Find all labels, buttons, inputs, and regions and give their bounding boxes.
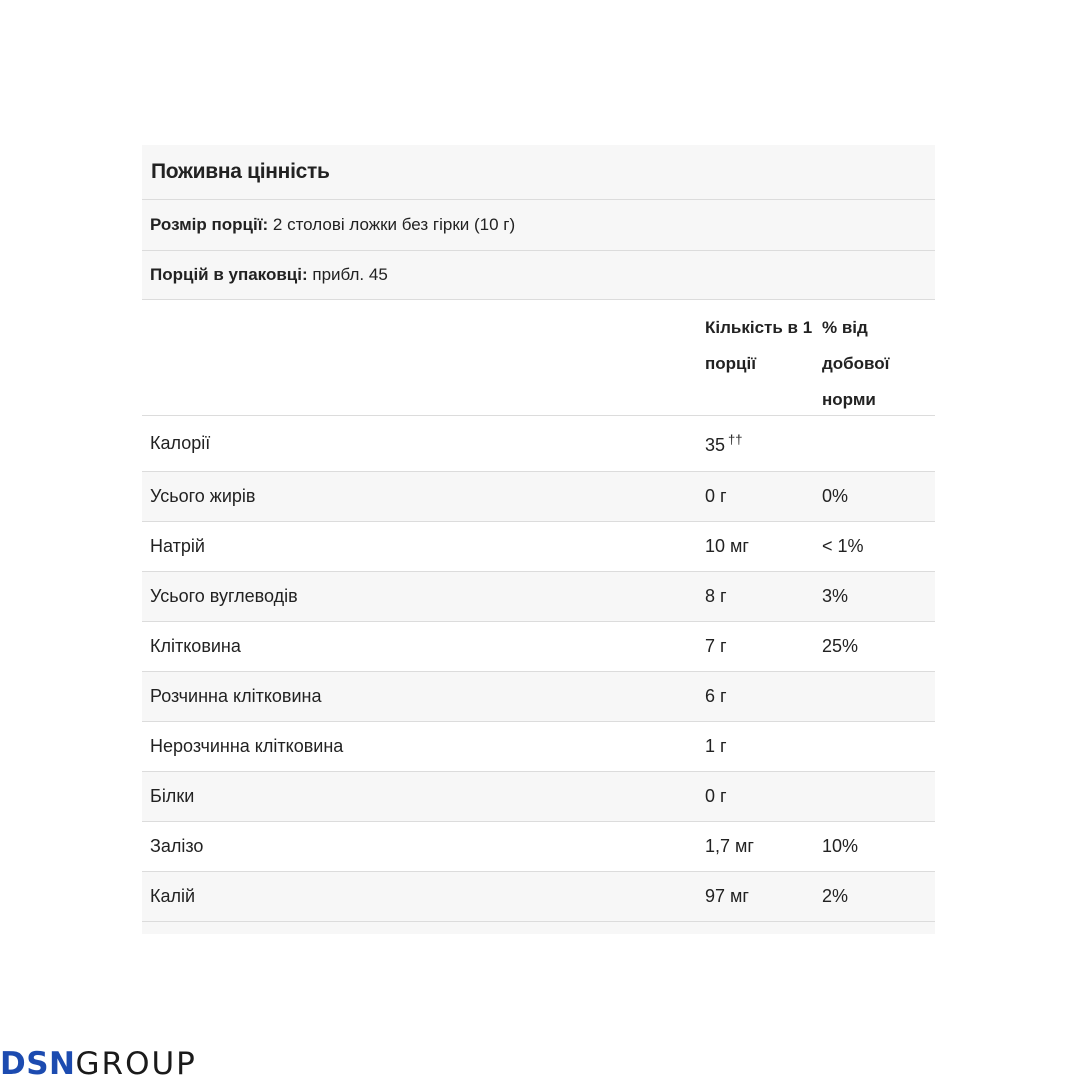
nutrient-row bbox=[142, 872, 935, 922]
nutrient-daily-value: 3% bbox=[822, 586, 849, 606]
nutrient-amount-cell bbox=[697, 586, 815, 607]
nutrient-amount-cell bbox=[697, 636, 815, 657]
footnote-mark: †† bbox=[728, 431, 743, 447]
nutrient-amount: 6 г bbox=[705, 686, 727, 706]
nutrient-amount: 8 г bbox=[705, 586, 727, 606]
nutrient-name: Калорії bbox=[150, 433, 211, 453]
nutrient-amount: 0 г bbox=[705, 486, 727, 506]
nutrient-row bbox=[142, 522, 935, 572]
nutrient-amount: 7 г bbox=[705, 636, 727, 656]
nutrient-name: Натрій bbox=[150, 536, 205, 556]
nutrient-row bbox=[142, 472, 935, 522]
nutrient-name: Калій bbox=[150, 886, 196, 906]
nutrient-amount: 97 мг bbox=[705, 886, 749, 906]
nutrient-daily-value: 10% bbox=[822, 836, 859, 856]
nutrient-amount: 1,7 мг bbox=[705, 836, 754, 856]
nutrient-name: Усього жирів bbox=[150, 486, 256, 506]
nutrient-name: Клітковина bbox=[150, 636, 241, 656]
nutrient-daily-value: 2% bbox=[822, 886, 849, 906]
serving-size-row bbox=[142, 200, 935, 251]
servings-value: прибл. 45 bbox=[312, 265, 388, 284]
nutrition-title-row bbox=[142, 145, 935, 200]
nutrient-amount-cell bbox=[697, 736, 815, 757]
servings-per-container-row bbox=[142, 251, 935, 300]
nutrient-daily-value: 0% bbox=[822, 486, 849, 506]
nutrient-row bbox=[142, 722, 935, 772]
nutrient-amount-cell bbox=[697, 886, 815, 907]
dsn-group-logo bbox=[0, 1048, 197, 1080]
table-header-row bbox=[142, 300, 935, 416]
nutrient-rows bbox=[142, 416, 935, 922]
serving-size-value: 2 столові ложки без гірки (10 г) bbox=[272, 215, 516, 234]
nutrient-amount: 35 bbox=[705, 434, 726, 455]
nutrient-row bbox=[142, 622, 935, 672]
nutrient-row bbox=[142, 672, 935, 722]
nutrient-name: Білки bbox=[150, 786, 195, 806]
nutrient-daily-value: 25% bbox=[822, 636, 859, 656]
nutrient-name: Розчинна клітковина bbox=[150, 686, 322, 706]
nutrient-amount: 0 г bbox=[705, 786, 727, 806]
servings-label: Порцій в упаковці: bbox=[150, 265, 308, 284]
nutrient-row bbox=[142, 772, 935, 822]
nutrient-name: Залізо bbox=[150, 836, 204, 856]
nutrient-amount-cell bbox=[697, 836, 815, 857]
nutrient-amount-cell bbox=[697, 686, 815, 707]
nutrient-amount-cell bbox=[697, 786, 815, 807]
nutrient-amount-cell bbox=[697, 432, 815, 456]
nutrient-amount: 10 мг bbox=[705, 536, 749, 556]
nutrient-amount-cell bbox=[697, 486, 815, 507]
serving-size-label: Розмір порції: bbox=[150, 215, 269, 234]
nutrient-name: Нерозчинна клітковина bbox=[150, 736, 344, 756]
logo-group: GROUP bbox=[75, 1046, 197, 1082]
table-footer bbox=[142, 922, 935, 934]
nutrient-amount: 1 г bbox=[705, 736, 727, 756]
logo-dsn: DSN bbox=[0, 1046, 76, 1082]
header-daily-value: % від добової норми bbox=[822, 318, 890, 409]
header-amount: Кількість в 1 порції bbox=[705, 318, 813, 373]
nutrient-amount-cell bbox=[697, 536, 815, 557]
nutrient-name: Усього вуглеводів bbox=[150, 586, 298, 606]
nutrient-row bbox=[142, 416, 935, 472]
nutrient-row bbox=[142, 572, 935, 622]
nutrition-panel bbox=[142, 145, 935, 934]
nutrient-row bbox=[142, 822, 935, 872]
nutrient-daily-value: < 1% bbox=[822, 536, 864, 556]
nutrition-title: Поживна цінність bbox=[151, 160, 330, 183]
